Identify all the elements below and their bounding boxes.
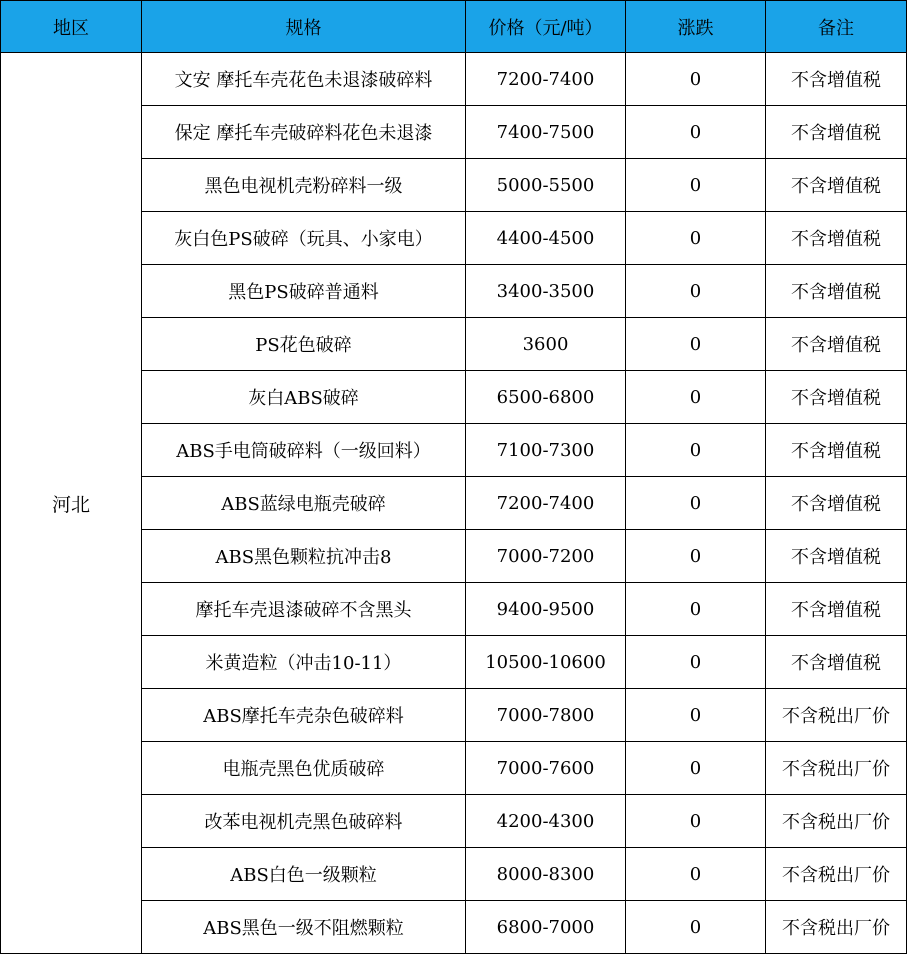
spec-cell: PS花色破碎 (142, 318, 466, 371)
price-cell: 7000-7600 (466, 742, 626, 795)
note-cell: 不含增值税 (766, 318, 907, 371)
header-region: 地区 (1, 1, 142, 53)
spec-cell: ABS黑色颗粒抗冲击8 (142, 530, 466, 583)
note-cell: 不含税出厂价 (766, 689, 907, 742)
change-cell: 0 (626, 848, 766, 901)
note-cell: 不含增值税 (766, 371, 907, 424)
change-cell: 0 (626, 318, 766, 371)
change-cell: 0 (626, 212, 766, 265)
spec-cell: ABS黑色一级不阻燃颗粒 (142, 901, 466, 954)
note-cell: 不含税出厂价 (766, 848, 907, 901)
table-body (1, 53, 907, 954)
note-cell: 不含增值税 (766, 424, 907, 477)
note-cell: 不含增值税 (766, 106, 907, 159)
header-row (1, 1, 907, 53)
price-cell: 7000-7800 (466, 689, 626, 742)
price-cell: 7400-7500 (466, 106, 626, 159)
note-cell: 不含增值税 (766, 583, 907, 636)
price-cell: 9400-9500 (466, 583, 626, 636)
header-change: 涨跌 (626, 1, 766, 53)
header-note: 备注 (766, 1, 907, 53)
change-cell: 0 (626, 530, 766, 583)
note-cell: 不含增值税 (766, 530, 907, 583)
note-cell: 不含增值税 (766, 159, 907, 212)
change-cell: 0 (626, 424, 766, 477)
spec-cell: ABS蓝绿电瓶壳破碎 (142, 477, 466, 530)
note-cell: 不含增值税 (766, 212, 907, 265)
change-cell: 0 (626, 901, 766, 954)
spec-cell: 保定 摩托车壳破碎料花色未退漆 (142, 106, 466, 159)
note-cell: 不含增值税 (766, 477, 907, 530)
change-cell: 0 (626, 371, 766, 424)
spec-cell: 摩托车壳退漆破碎不含黑头 (142, 583, 466, 636)
table-header (1, 1, 907, 53)
change-cell: 0 (626, 689, 766, 742)
spec-cell: ABS白色一级颗粒 (142, 848, 466, 901)
note-cell: 不含税出厂价 (766, 795, 907, 848)
price-cell: 4400-4500 (466, 212, 626, 265)
change-cell: 0 (626, 583, 766, 636)
region-cell: 河北 (1, 53, 142, 954)
spec-cell: 灰白色PS破碎（玩具、小家电） (142, 212, 466, 265)
price-cell: 5000-5500 (466, 159, 626, 212)
spec-cell: ABS手电筒破碎料（一级回料） (142, 424, 466, 477)
price-cell: 6800-7000 (466, 901, 626, 954)
price-cell: 7200-7400 (466, 53, 626, 106)
spec-cell: 改苯电视机壳黑色破碎料 (142, 795, 466, 848)
change-cell: 0 (626, 636, 766, 689)
spec-cell: 文安 摩托车壳花色未退漆破碎料 (142, 53, 466, 106)
change-cell: 0 (626, 742, 766, 795)
spec-cell: 灰白ABS破碎 (142, 371, 466, 424)
note-cell: 不含税出厂价 (766, 742, 907, 795)
price-cell: 7100-7300 (466, 424, 626, 477)
price-cell: 3400-3500 (466, 265, 626, 318)
change-cell: 0 (626, 53, 766, 106)
price-cell: 10500-10600 (466, 636, 626, 689)
spec-cell: 电瓶壳黑色优质破碎 (142, 742, 466, 795)
change-cell: 0 (626, 795, 766, 848)
change-cell: 0 (626, 477, 766, 530)
table-row (1, 53, 907, 106)
note-cell: 不含增值税 (766, 265, 907, 318)
note-cell: 不含税出厂价 (766, 901, 907, 954)
price-cell: 8000-8300 (466, 848, 626, 901)
note-cell: 不含增值税 (766, 636, 907, 689)
price-cell: 3600 (466, 318, 626, 371)
price-cell: 6500-6800 (466, 371, 626, 424)
price-cell: 7200-7400 (466, 477, 626, 530)
price-cell: 4200-4300 (466, 795, 626, 848)
price-cell: 7000-7200 (466, 530, 626, 583)
spec-cell: ABS摩托车壳杂色破碎料 (142, 689, 466, 742)
note-cell: 不含增值税 (766, 53, 907, 106)
spec-cell: 米黄造粒（冲击10-11） (142, 636, 466, 689)
spec-cell: 黑色电视机壳粉碎料一级 (142, 159, 466, 212)
change-cell: 0 (626, 106, 766, 159)
header-spec: 规格 (142, 1, 466, 53)
change-cell: 0 (626, 159, 766, 212)
header-price: 价格（元/吨） (466, 1, 626, 53)
spec-cell: 黑色PS破碎普通料 (142, 265, 466, 318)
change-cell: 0 (626, 265, 766, 318)
